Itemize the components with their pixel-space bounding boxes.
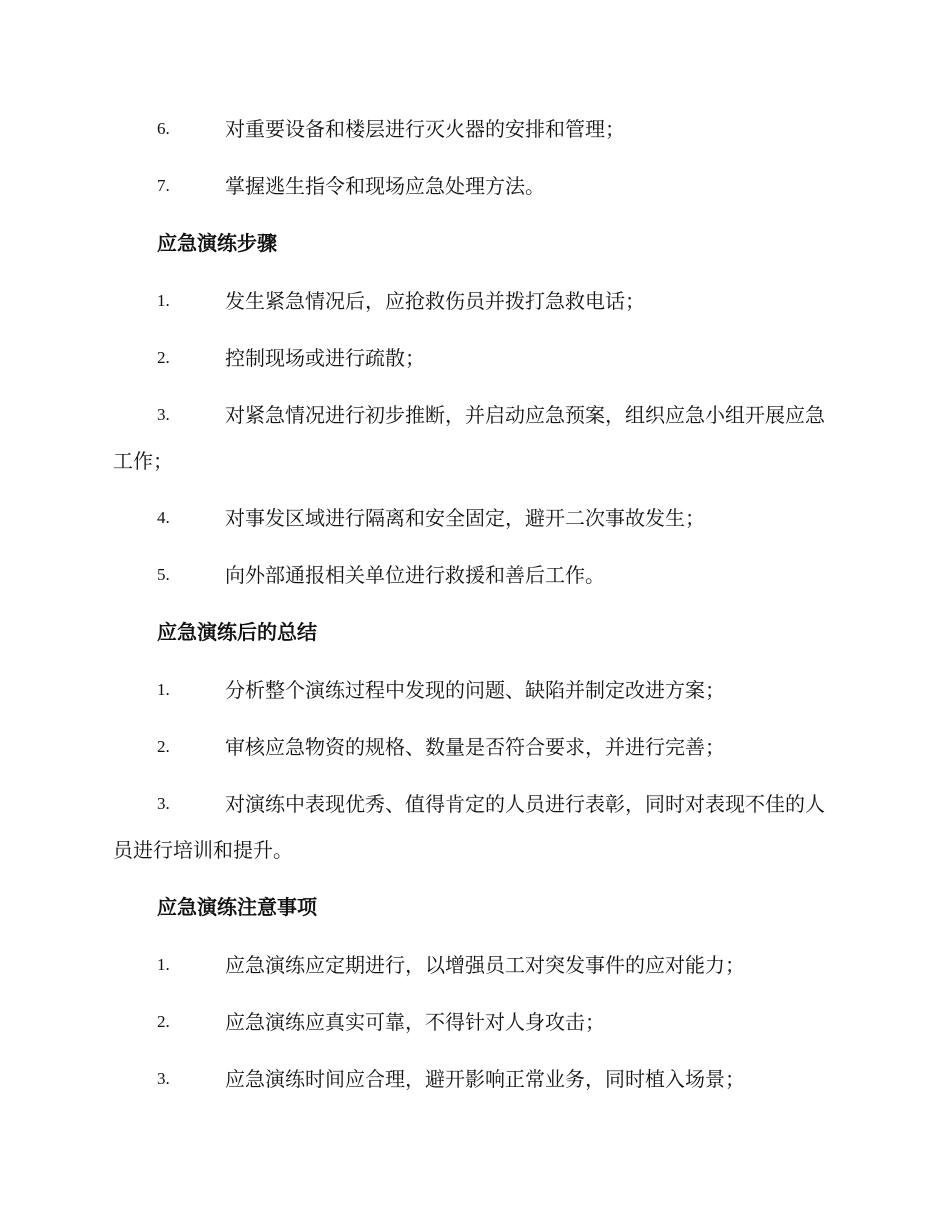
list-text: 控制现场或进行疏散； bbox=[225, 346, 425, 370]
list-number: 2. bbox=[157, 737, 170, 756]
list-item bbox=[113, 163, 833, 209]
list-item bbox=[113, 278, 833, 324]
list-number: 1. bbox=[157, 955, 170, 974]
list-item bbox=[113, 942, 833, 988]
section-heading: 应急演练后的总结 bbox=[157, 620, 317, 644]
list-number: 2. bbox=[157, 348, 170, 367]
list-text: 掌握逃生指令和现场应急处理方法。 bbox=[225, 174, 545, 198]
list-item bbox=[113, 667, 833, 713]
list-item bbox=[113, 724, 833, 770]
list-text: 对演练中表现优秀、值得肯定的人员进行表彰，同时对表现不佳的人员进行培训和提升。 bbox=[113, 792, 825, 862]
list-item bbox=[113, 335, 833, 381]
list-text: 对事发区域进行隔离和安全固定，避开二次事故发生； bbox=[225, 506, 705, 530]
list-text: 对紧急情况进行初步推断，并启动应急预案，组织应急小组开展应急工作； bbox=[113, 403, 825, 473]
list-item bbox=[113, 495, 833, 541]
list-number: 5. bbox=[157, 565, 170, 584]
list-text: 审核应急物资的规格、数量是否符合要求，并进行完善； bbox=[225, 735, 725, 759]
list-item bbox=[113, 999, 833, 1045]
list-item bbox=[113, 1056, 833, 1102]
list-number: 1. bbox=[157, 291, 170, 310]
list-number: 3. bbox=[157, 794, 170, 813]
list-number: 7. bbox=[157, 176, 170, 195]
list-text: 发生紧急情况后，应抢救伤员并拨打急救电话； bbox=[225, 289, 645, 313]
list-text: 向外部通报相关单位进行救援和善后工作。 bbox=[225, 563, 605, 587]
list-text: 分析整个演练过程中发现的问题、缺陷并制定改进方案； bbox=[225, 678, 725, 702]
list-item bbox=[113, 106, 833, 152]
list-number: 2. bbox=[157, 1012, 170, 1031]
list-item bbox=[113, 392, 833, 484]
list-text: 应急演练时间应合理，避开影响正常业务，同时植入场景； bbox=[225, 1067, 745, 1091]
list-number: 3. bbox=[157, 1069, 170, 1088]
section-heading: 应急演练步骤 bbox=[157, 231, 277, 255]
list-number: 3. bbox=[157, 405, 170, 424]
list-text: 应急演练应定期进行，以增强员工对突发事件的应对能力； bbox=[225, 953, 745, 977]
list-number: 6. bbox=[157, 119, 170, 138]
section-heading: 应急演练注意事项 bbox=[157, 895, 317, 919]
list-number: 1. bbox=[157, 680, 170, 699]
list-item bbox=[113, 552, 833, 598]
list-text: 对重要设备和楼层进行灭火器的安排和管理； bbox=[225, 117, 625, 141]
list-number: 4. bbox=[157, 508, 170, 527]
list-text: 应急演练应真实可靠，不得针对人身攻击； bbox=[225, 1010, 605, 1034]
list-item bbox=[113, 781, 833, 873]
